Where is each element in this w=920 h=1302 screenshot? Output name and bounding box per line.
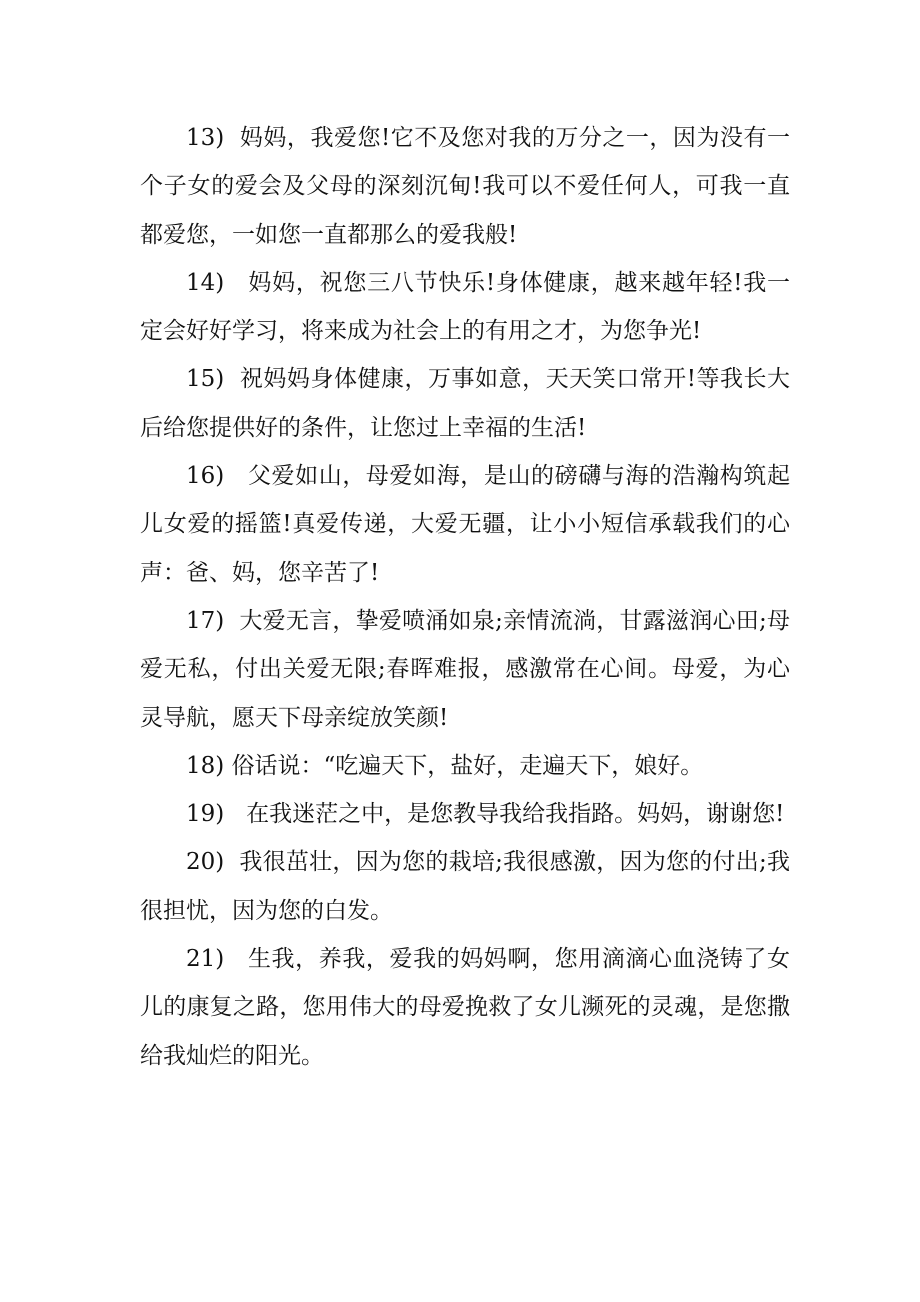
paragraph-18: 18) 俗话说：“吃遍天下，盐好，走遍天下，娘好。: [186, 752, 704, 779]
paragraph-14: 14) 妈妈，祝您三八节快乐!身体健康，越来越年轻!我一定会好好学习，将来成为社会上的有用之才，为您争光!: [140, 269, 790, 345]
paragraph-19: 19) 在我迷茫之中，是您教导我给我指路。妈妈，谢谢您!: [186, 801, 785, 828]
paragraph-20: 20) 我很茁壮，因为您的栽培;我很感激，因为您的付出;我很担忧，因为您的白发。: [140, 849, 790, 924]
document-body: [140, 114, 790, 1080]
paragraph-16: 16) 父爱如山，母爱如海，是山的磅礴与海的浩瀚构筑起儿女爱的摇篮!真爱传递，大爱无疆，让小小短信承载我们的心声：爸、妈，您辛苦了!: [140, 463, 790, 586]
paragraph-17: 17) 大爱无言，挚爱喷涌如泉;亲情流淌，甘露滋润心田;母爱无私，付出关爱无限;春晖难报，感激常在心间。母爱，为心灵导航，愿天下母亲绽放笑颜!: [140, 607, 790, 731]
paragraph-21: 21) 生我，养我，爱我的妈妈啊，您用滴滴心血浇铸了女儿的康复之路，您用伟大的母爱挽救了女儿濒死的灵魂，是您撒给我灿烂的阳光。: [140, 946, 790, 1069]
paragraph-15: 15) 祝妈妈身体健康，万事如意，天天笑口常开!等我长大后给您提供好的条件，让您过上幸福的生活!: [140, 366, 790, 441]
paragraph-13: 13) 妈妈，我爱您!它不及您对我的万分之一，因为没有一个子女的爱会及父母的深刻沉甸!我可以不爱任何人，可我一直都爱您，一如您一直都那么的爱我般!: [140, 125, 790, 248]
